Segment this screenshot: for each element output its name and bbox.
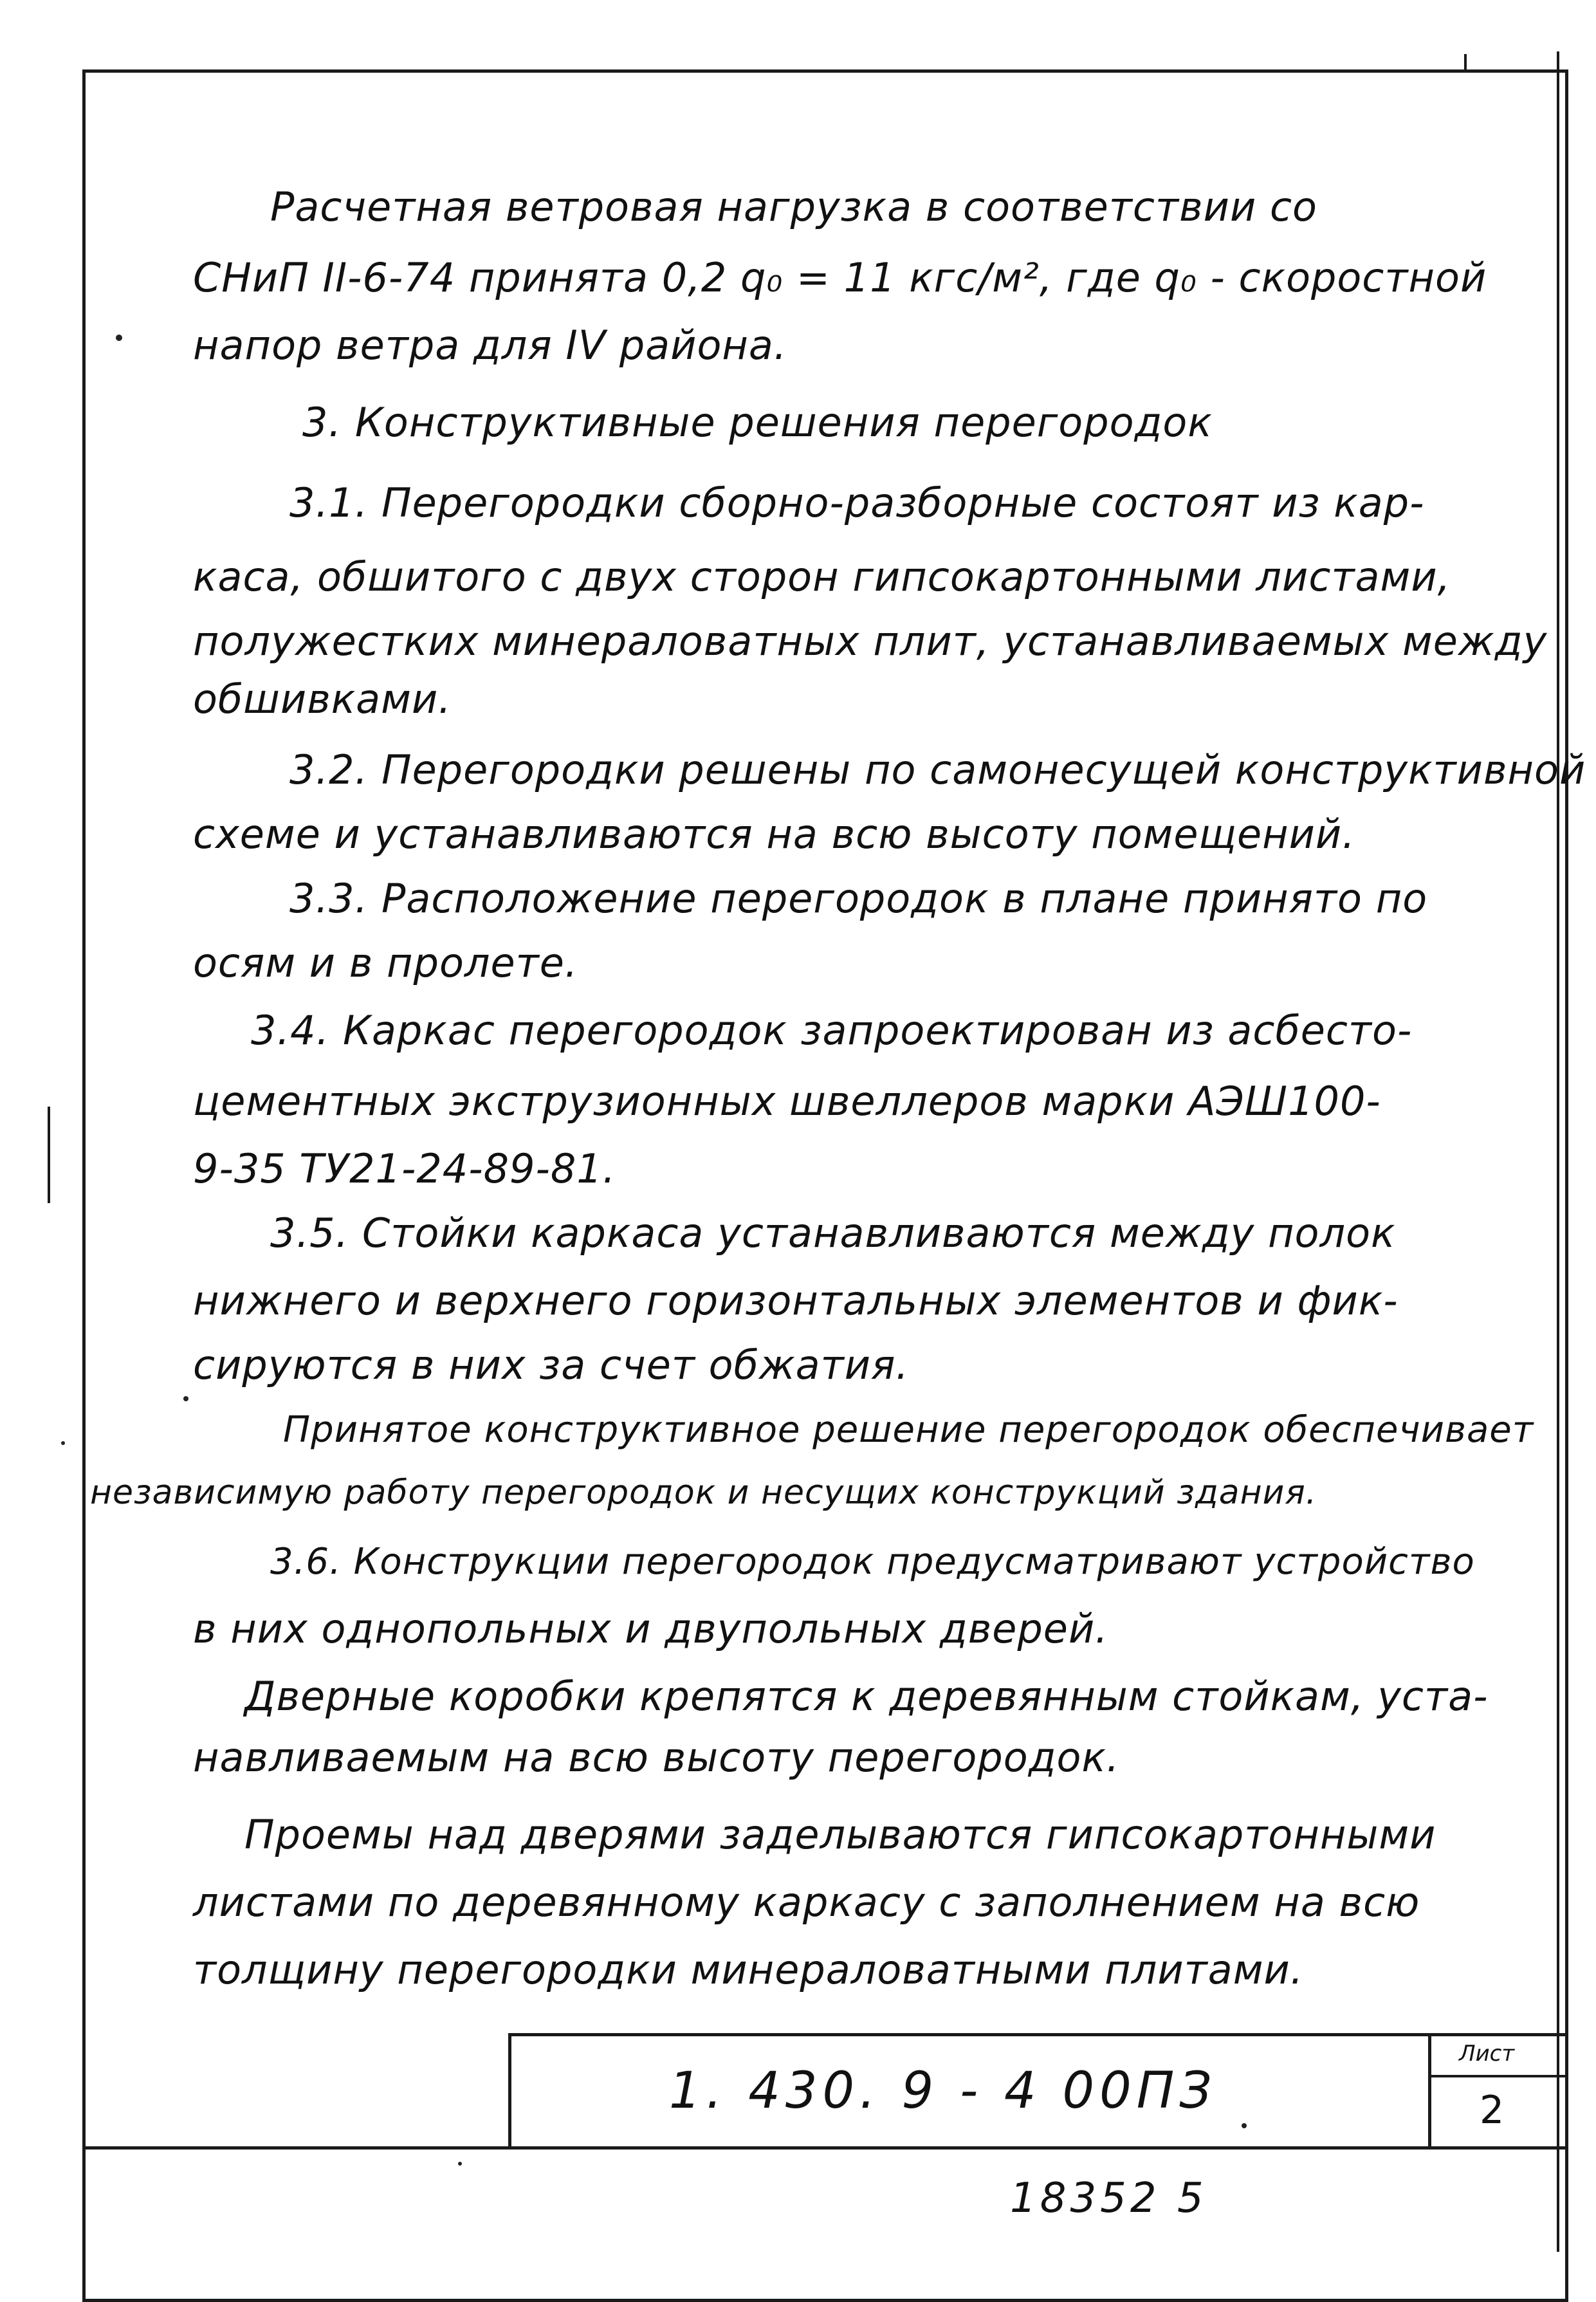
text-line-5: 3.1. Перегородки сборно-разборные состоят из кар- <box>289 479 1425 526</box>
text-line-27: толщину перегородки минераловатными плитами. <box>193 1946 1304 1993</box>
text-line-9: 3.2. Перегородки решены по самонесущей конструктивной <box>289 746 1586 793</box>
text-line-3: напор ветра для IV района. <box>193 322 787 369</box>
scan-speck <box>116 335 122 341</box>
text-line-6: каса, обшитого с двух сторон гипсокартонными листами, <box>193 553 1451 600</box>
text-line-23: Дверные коробки крепятся к деревянным стойкам, уста- <box>244 1673 1489 1720</box>
title-block-top <box>508 2033 1568 2036</box>
right-edge-line <box>1557 51 1559 2252</box>
scan-speck <box>183 1396 188 1401</box>
sheet-cell-left <box>1428 2033 1431 2149</box>
text-line-26: листами по деревянному каркасу с заполнением на всю <box>193 1879 1420 1926</box>
text-line-10: схеме и устанавливаются на всю высоту помещений. <box>193 811 1355 858</box>
title-block-bottom <box>82 2146 1568 2150</box>
scan-speck <box>61 1441 65 1445</box>
text-line-1: Расчетная ветровая нагрузка в соответствии со <box>270 183 1317 230</box>
sheet-cell-divider <box>1428 2075 1568 2077</box>
text-line-21: 3.6. Конструкции перегородок предусматривают устройство <box>270 1541 1475 1583</box>
text-line-13: 3.4. Каркас перегородок запроектирован из асбесто- <box>251 1007 1413 1054</box>
text-line-14: цементных экструзионных швеллеров марки АЭШ100- <box>193 1078 1381 1125</box>
text-line-25: Проемы над дверями заделываются гипсокартонными <box>244 1811 1436 1858</box>
document-code: 1. 430. 9 - 4 00ПЗ <box>669 2062 1217 2120</box>
title-block-left <box>508 2033 511 2149</box>
text-line-18: сируются в них за счет обжатия. <box>193 1341 910 1388</box>
text-line-16: 3.5. Стойки каркаса устанавливаются между полок <box>270 1210 1396 1257</box>
text-line-22: в них однопольных и двупольных дверей. <box>193 1605 1108 1652</box>
scan-speck <box>1242 2123 1247 2128</box>
sheet-number: 2 <box>1480 2088 1505 2133</box>
text-line-15: 9-35 ТУ21-24-89-81. <box>193 1145 616 1192</box>
text-line-12: осям и в пролете. <box>193 939 578 986</box>
text-line-19: Принятое конструктивное решение перегородок обеспечивает <box>283 1409 1534 1451</box>
text-line-8: обшивками. <box>193 676 452 723</box>
text-line-24: навливаемым на всю высоту перегородок. <box>193 1734 1120 1781</box>
text-line-17: нижнего и верхнего горизонтальных элементов и фик- <box>193 1277 1399 1324</box>
text-line-11: 3.3. Расположение перегородок в плане принято по <box>289 875 1428 922</box>
top-tick <box>1464 54 1467 69</box>
archive-number: 18352 5 <box>1010 2175 1207 2222</box>
scan-speck <box>458 2162 462 2166</box>
text-line-2: СНиП II-6-74 принята 0,2 q₀ = 11 кгс/м², где q₀ - скоростной <box>193 254 1487 301</box>
section-heading-3: 3. Конструктивные решения перегородок <box>302 399 1213 446</box>
text-line-7: полужестких минераловатных плит, устанавливаемых между <box>193 618 1548 665</box>
left-margin-mark <box>48 1107 50 1203</box>
text-line-20: независимую работу перегородок и несущих конструкций здания. <box>90 1473 1317 1512</box>
sheet-label: Лист <box>1459 2041 1515 2067</box>
